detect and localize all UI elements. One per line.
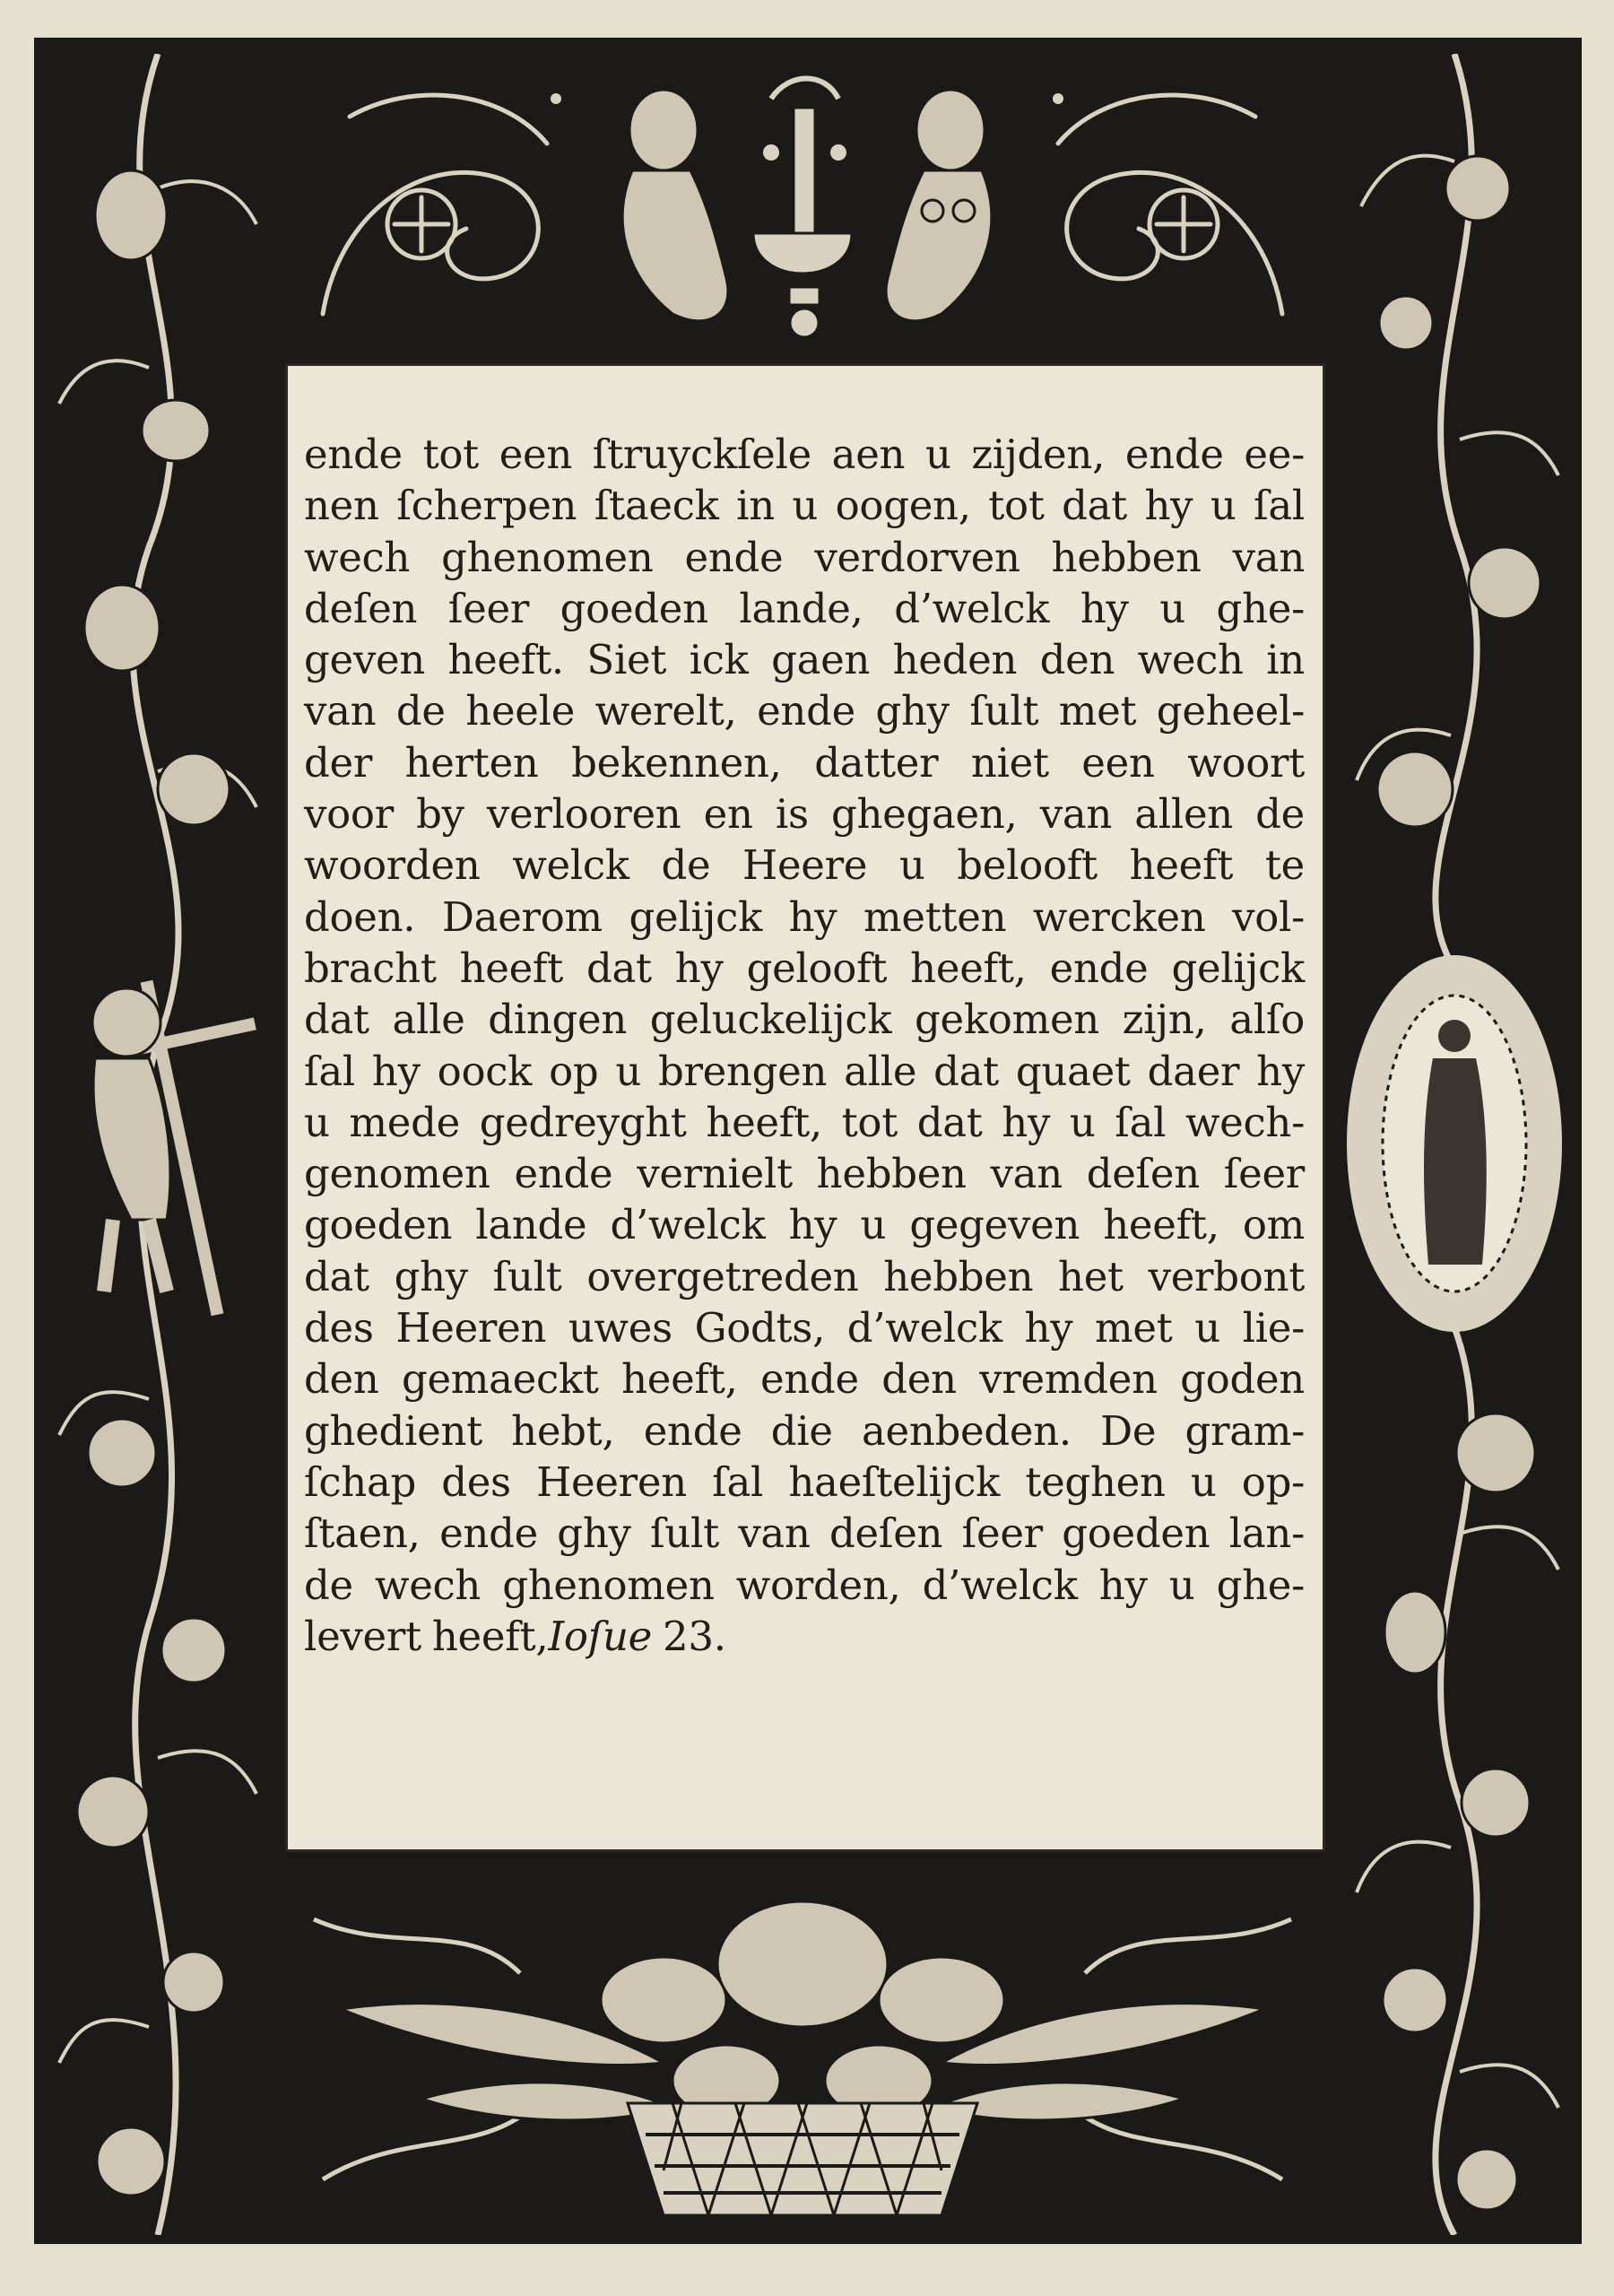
text-line: nen ſcherpen ſtaeck in u oogen, tot dat hy u ſal	[304, 482, 1305, 530]
bottom-ornament-woodcut	[287, 1866, 1318, 2235]
body-text	[304, 429, 1305, 1662]
text-line: wech ghenomen ende verdorven hebben van	[304, 533, 1305, 581]
text-line: der herten bekennen, datter niet een woort	[304, 738, 1305, 787]
text-line: dat alle dingen geluckelijck gekomen zijn, alſo	[304, 996, 1305, 1044]
text-line: doen. Daerom gelijck hy metten wercken vol-	[304, 892, 1305, 941]
fruit-basket-icon	[287, 1866, 1318, 2235]
text-line: ghedient hebt, ende die aenbeden. De gram-	[304, 1406, 1305, 1455]
flower-vine-icon	[41, 54, 278, 2235]
text-line: genomen ende vernielt hebben van deſen ſeer	[304, 1150, 1305, 1198]
text-line: bracht heeft dat hy gelooft heeft, ende gelijck	[304, 944, 1305, 992]
mermaid-urn-icon	[287, 45, 1318, 354]
text-panel	[285, 363, 1325, 1852]
text-line: ſchap des Heeren ſal haeſtelijck teghen u op-	[304, 1457, 1305, 1506]
text-line: geven heeft. Siet ick gaen heden den wech in	[304, 636, 1305, 684]
text-line: goeden lande d’welck hy u gegeven heeft, om	[304, 1201, 1305, 1249]
text-line: ende tot een ſtruyckſele aen u zijden, ende ee-	[304, 430, 1305, 478]
top-ornament-woodcut	[287, 45, 1318, 354]
text-line: u mede gedreyght heeft, tot dat hy u ſal wech-	[304, 1098, 1305, 1146]
text-line: den gemaeckt heeft, ende den vremden goden	[304, 1355, 1305, 1404]
text-line: ſal hy oock op u brengen alle dat quaet daer hy	[304, 1047, 1305, 1095]
text-line: van de heele werelt, ende ghy ſult met geheel-	[304, 687, 1305, 735]
final-line-text: levert heeft,	[304, 1612, 549, 1660]
text-line: woorden welck de Heere u belooft heeft te	[304, 841, 1305, 890]
left-ornament-woodcut	[41, 54, 278, 2235]
text-line: des Heeren uwes Godts, d’welck hy met u lie-	[304, 1304, 1305, 1352]
text-line: deſen ſeer goeden lande, d’welck hy u ghe-	[304, 584, 1305, 632]
text-line: ſtaen, ende ghy ſult van deſen ſeer goeden lan-	[304, 1509, 1305, 1558]
madonna-medallion-icon	[1347, 955, 1562, 1332]
text-line: de wech ghenomen worden, d’welck hy u ghe-	[304, 1561, 1305, 1609]
madonna-vine-icon	[1334, 54, 1575, 2235]
text-line-final	[304, 1611, 1305, 1662]
right-ornament-woodcut	[1334, 54, 1575, 2235]
scripture-reference-number: 23.	[663, 1612, 726, 1660]
text-line: voor by verlooren en is ghegaen, van allen de	[304, 790, 1305, 839]
text-line: dat ghy ſult overgetreden hebben het verbont	[304, 1252, 1305, 1300]
scripture-reference: Ioſue	[548, 1612, 653, 1660]
